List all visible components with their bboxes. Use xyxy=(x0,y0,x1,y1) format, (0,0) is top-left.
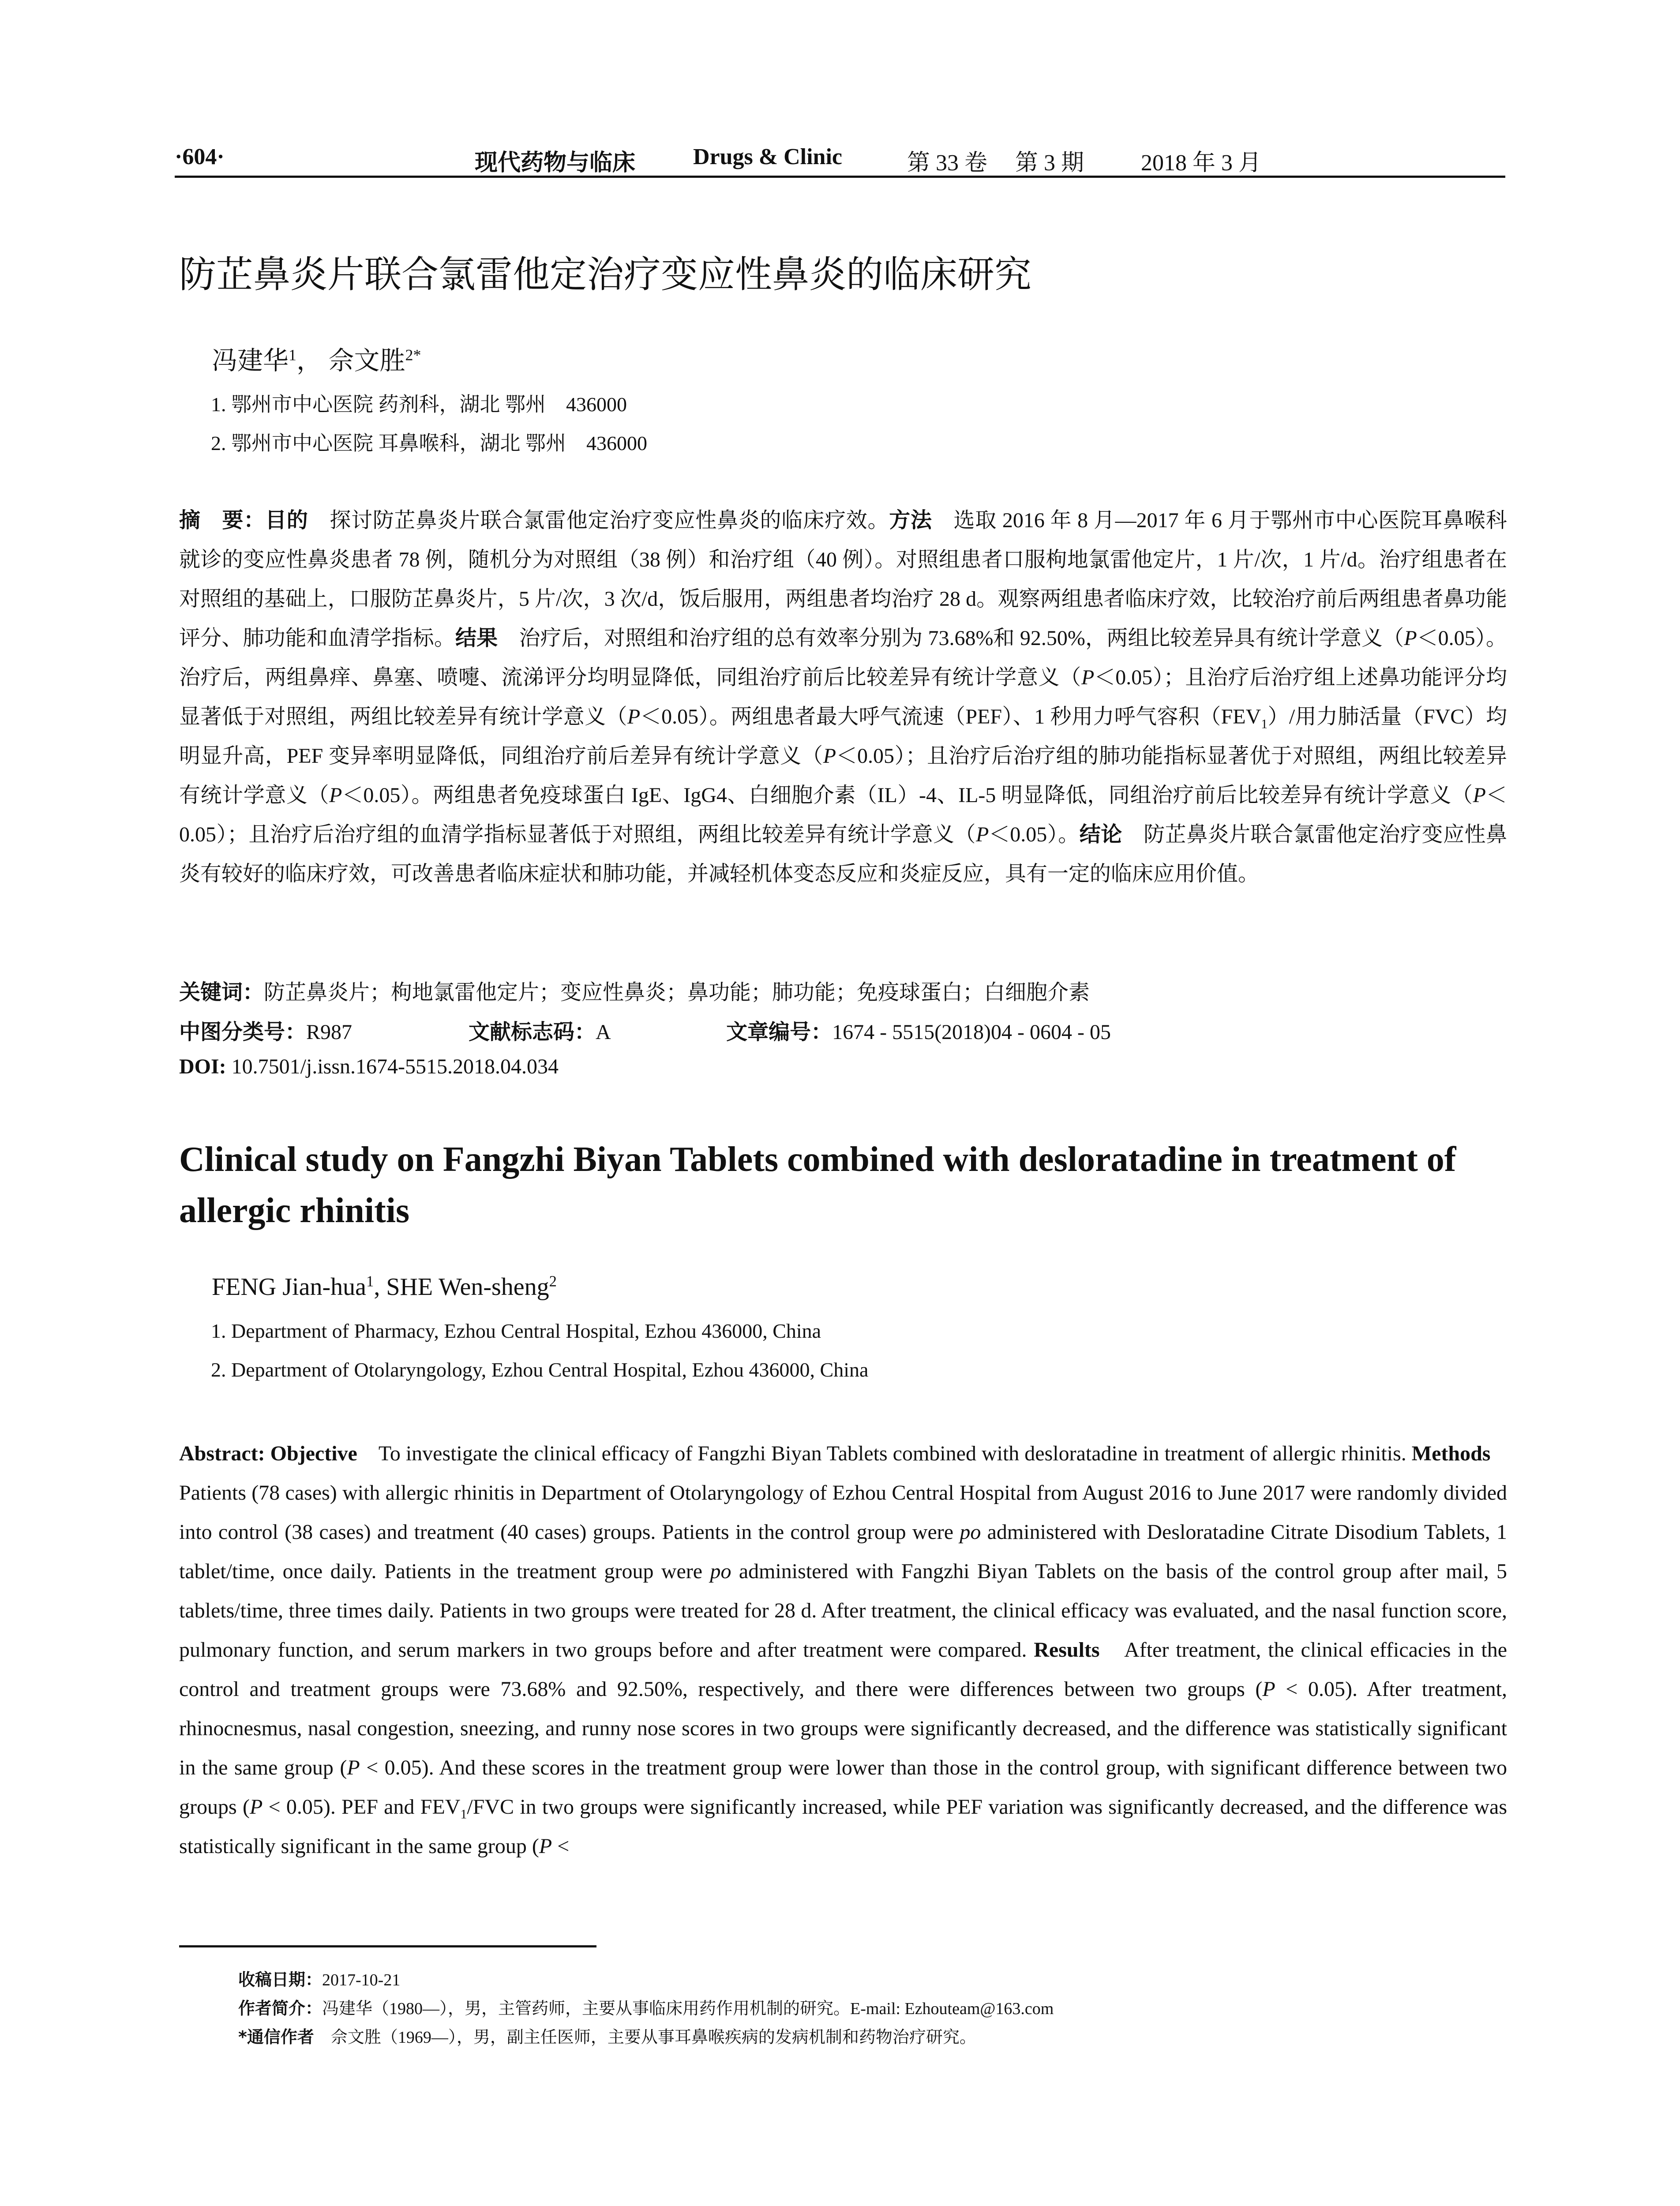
doi-link: 10.7501/j.issn.1674-5515.2018.04.034 xyxy=(226,1055,559,1078)
conclusion-label: 结论 xyxy=(1079,822,1122,847)
results-label: 结果 xyxy=(455,626,498,650)
objective-label: 目的 xyxy=(265,508,308,533)
received-date: 收稿日期：2017-10-21 xyxy=(238,1970,401,1989)
article-title-cn: 防芷鼻炎片联合氯雷他定治疗变应性鼻炎的临床研究 xyxy=(179,253,1032,296)
abstract-en: Abstract: Objective To investigate the clinical efficacy of Fangzhi Biyan Tablets combined with desloratadine in treatment of allergic rhinitis. Methods Patients (78 cases) with allergic rhinitis in Department of Otolaryngology of Ezhou Central Hospital from August 2016 to June 2017 were randomly divided into control (38 cases) and treatment (40 cases) groups. Patients in the control group were po administered with Desloratadine Citrate Disodium Tablets, 1 tablet/time, once daily. Patients in the treatment group were po administered with Fangzhi Biyan Tablets on the basis of the control group after mail, 5 tablets/time, three times daily. Patients in two groups were treated for 28 d. After treatment, the clinical efficacy was evaluated, and the nasal function score, pulmonary function, and serum markers in two groups before and after treatment were compared. Results After treatment, the clinical efficacies in the control and treatment groups were 73.68% and 92.50%, respectively, and there were differences between two groups (P < 0.05). After treatment, rhinocnesmus, nasal congestion, sneezing, and runny nose scores in two groups were significantly decreased, and the difference was statistically significant in the same group (P < 0.05). And these scores in the treatment group were lower than those in the control group, with significant difference between two groups (P < 0.05). PEF and $FEV_1$/FVC in two groups were significantly increased, while PEF variation was significantly decreased, and the difference was statistically significant in the same group (P < xyxy=(179,1442,1512,1858)
author-name: 冯建华 xyxy=(212,346,289,375)
volume: 第 33 卷 xyxy=(907,150,988,176)
classification-line: 中图分类号：R987 文献标志码：A 文章编号：1674 - 5515(2018)04 - 0604 - 05 xyxy=(179,1020,1111,1044)
issue-date: 2018 年 3 月 xyxy=(1141,150,1262,176)
keywords-cn: 关键词：防芷鼻炎片；枸地氯雷他定片；变应性鼻炎；鼻功能；肺功能；免疫球蛋白；白细胞介素 xyxy=(179,980,1090,1005)
authors-cn: 冯建华$^1$， 佘文胜$^{2*}$ xyxy=(212,346,421,375)
page-number: ·604· xyxy=(175,144,225,169)
abstract-label: 摘 要： xyxy=(179,508,266,533)
methods-label-en: Methods xyxy=(1411,1442,1491,1465)
author-affil-mark: 1 xyxy=(289,346,296,364)
affiliation-en-1: 1. Department of Pharmacy, Ezhou Central Hospital, Ezhou 436000, China xyxy=(211,1320,821,1342)
issue: 第 3 期 xyxy=(1015,150,1084,176)
authors-en: FENG Jian-hua$^1$, SHE Wen-sheng$^2$ xyxy=(212,1272,557,1301)
author-name: 佘文胜 xyxy=(328,346,405,375)
affiliation-cn-2: 2. 鄂州市中心医院 耳鼻喉科，湖北 鄂州 436000 xyxy=(211,432,647,454)
journal-name-cn: 现代药物与临床 xyxy=(475,149,636,176)
affiliation-en-2: 2. Department of Otolaryngology, Ezhou Central Hospital, Ezhou 436000, China xyxy=(211,1358,869,1381)
footnote-divider xyxy=(179,1945,596,1947)
corresponding-author: *通信作者 佘文胜（1969—），男，副主任医师，主要从事耳鼻喉疾病的发病机制和药物治疗研究。 xyxy=(238,2027,976,2047)
methods-label: 方法 xyxy=(889,508,932,533)
author-bio: 作者简介：冯建华（1980—），男，主管药师，主要从事临床用药作用机制的研究。E-mail: Ezhouteam@163.com xyxy=(238,1999,1054,2018)
results-label-en: Results xyxy=(1034,1638,1100,1662)
doi-line: DOI: 10.7501/j.issn.1674-5515.2018.04.034 xyxy=(179,1055,559,1078)
article-title-en: Clinical study on Fangzhi Biyan Tablets combined with desloratadine in treatment of allergic rhinitis xyxy=(179,1140,1456,1230)
objective-label-en: Objective xyxy=(270,1442,357,1465)
running-header xyxy=(175,140,1505,178)
journal-name-en: Drugs & Clinic xyxy=(693,144,842,169)
footnotes xyxy=(238,1966,1054,2052)
author-affil-mark: 2* xyxy=(405,346,421,364)
abstract-cn: 摘 要：目的 探讨防芷鼻炎片联合氯雷他定治疗变应性鼻炎的临床疗效。方法 选取 2016 年 8 月—2017 年 6 月于鄂州市中心医院耳鼻喉科就诊的变应性鼻炎患者 78 例，随机分为对照组（38 例）和治疗组（40 例）。对照组患者口服枸地氯雷他定片，1 片/次，1 片/d。治疗组患者在对照组的基础上，口服防芷鼻炎片，5 片/次，3 次/d，饭后服用，两组患者均治疗 28 d。观察两组患者临床疗效，比较治疗前后两组患者鼻功能评分、肺功能和血清学指标。结果 治疗后，对照组和治疗组的总有效率分别为 73.68%和 92.50%，两组比较差异具有统计学意义（P＜0.05）。治疗后，两组鼻痒、鼻塞、喷嚏、流涕评分均明显降低，同组治疗前后比较差异有统计学意义（P＜0.05）；且治疗后治疗组上述鼻功能评分均显著低于对照组，两组比较差异有统计学意义（P＜0.05）。两组患者最大呼气流速（PEF）、1 秒用力呼气容积$(FEV_1)/$用力肺活量（FVC）均明显升高，PEF 变异率明显降低，同组治疗前后差异有统计学意义（P＜0.05）；且治疗后治疗组的肺功能指标显著优于对照组，两组比较差异有统计学意义（P＜0.05）。两组患者免疫球蛋白 IgE、IgG4、白细胞介素（IL）-4、IL-5 明显降低，同组治疗前后比较差异有统计学意义（P＜0.05）；且治疗后治疗组的血清学指标显著低于对照组，两组比较差异有统计学意义（P＜0.05）。结论 防芷鼻炎片联合氯雷他定治疗变应性鼻炎有较好的临床疗效，可改善患者临床症状和肺功能，并减轻机体变态反应和炎症反应，具有一定的临床应用价值。 xyxy=(179,508,1507,885)
affiliation-cn-1: 1. 鄂州市中心医院 药剂科，湖北 鄂州 436000 xyxy=(211,393,627,416)
